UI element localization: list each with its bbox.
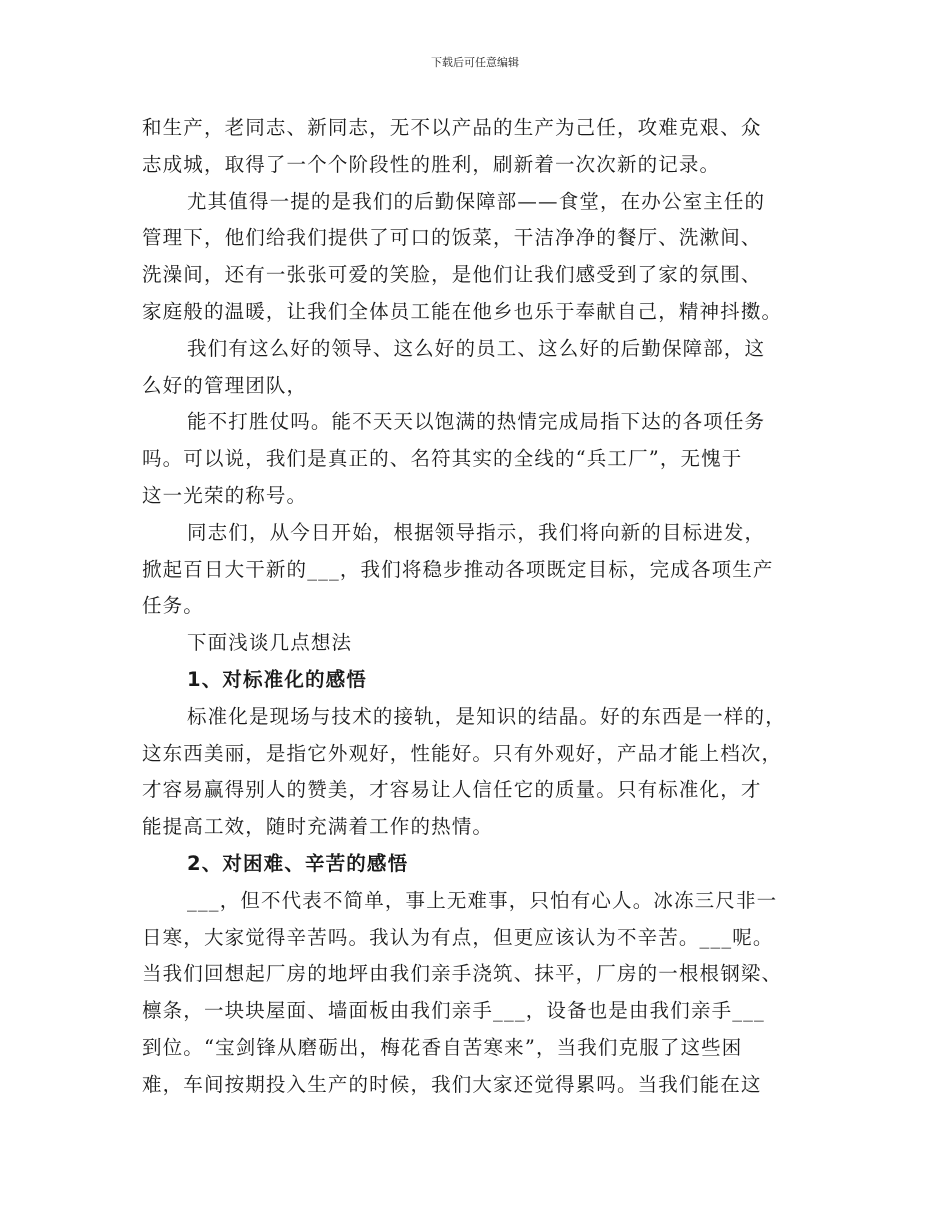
text-line: 才容易赢得别人的赞美，才容易让人信任它的质量。只有标准化，才	[142, 778, 762, 802]
text-line: 能提高工效，随时充满着工作的热情。	[142, 815, 494, 839]
text-line: 管理下，他们给我们提供了可口的饭菜，干洁净净的餐厅、洗漱间、	[142, 226, 762, 250]
text-line: 家庭般的温暖，让我们全体员工能在他乡也乐于奉献自己，精神抖擞。	[142, 299, 783, 323]
text-line: 标准化是现场与技术的接轨，是知识的结晶。好的东西是一样的，	[187, 704, 786, 728]
text-line: ___，但不代表不简单，事上无难事，只怕有心人。冰冻三尺非一	[187, 888, 778, 912]
section-heading: 2、对困难、辛苦的感悟	[187, 851, 409, 875]
text-line: 日寒，大家觉得辛苦吗。我认为有点，但更应该认为不辛苦。___呢。	[142, 925, 774, 949]
text-line: 和生产，老同志、新同志，无不以产品的生产为己任，攻难克艰、众	[142, 116, 762, 139]
text-line: 志成城，取得了一个个阶段性的胜利，刷新着一次次新的记录。	[142, 152, 721, 176]
text-line: 到位。“宝剑锋从磨砺出，梅花香自苦寒来”，当我们克服了这些困	[142, 1035, 743, 1059]
text-line: 尤其值得一提的是我们的后勤保障部——食堂，在办公室主任的	[187, 189, 766, 213]
text-line: 这东西美丽，是指它外观好，性能好。只有外观好，产品才能上档次，	[142, 741, 783, 765]
text-line: 同志们，从今日开始，根据领导指示，我们将向新的目标进发，	[187, 520, 766, 544]
text-line: 任务。	[142, 594, 204, 618]
page-header: 下载后可任意编辑	[431, 56, 519, 69]
text-line: 洗澡间，还有一张张可爱的笑脸，是他们让我们感受到了家的氛围、	[142, 263, 762, 287]
text-line: 么好的管理团队，	[142, 373, 308, 397]
text-line: 下面浅谈几点想法	[187, 631, 353, 655]
text-line: 吗。可以说，我们是真正的、名符其实的全线的“兵工厂”，无愧于	[142, 447, 743, 471]
text-line: 难，车间按期投入生产的时候，我们大家还觉得累吗。当我们能在这	[142, 1072, 762, 1096]
text-line: 能不打胜仗吗。能不天天以饱满的热情完成局指下达的各项任务	[187, 410, 766, 434]
text-line: 这一光荣的称号。	[142, 483, 308, 507]
document-body	[142, 110, 817, 1104]
text-line: 掀起百日大干新的___，我们将稳步推动各项既定目标，完成各项生产	[142, 557, 774, 581]
section-heading: 1、对标准化的感悟	[187, 667, 367, 691]
text-line: 当我们回想起厂房的地坪由我们亲手浇筑、抹平，厂房的一根根钢梁、	[142, 962, 783, 986]
text-line: 檩条，一块块屋面、墙面板由我们亲手___，设备也是由我们亲手___	[142, 999, 765, 1023]
text-line: 我们有这么好的领导、这么好的员工、这么好的后勤保障部，这	[187, 336, 766, 360]
